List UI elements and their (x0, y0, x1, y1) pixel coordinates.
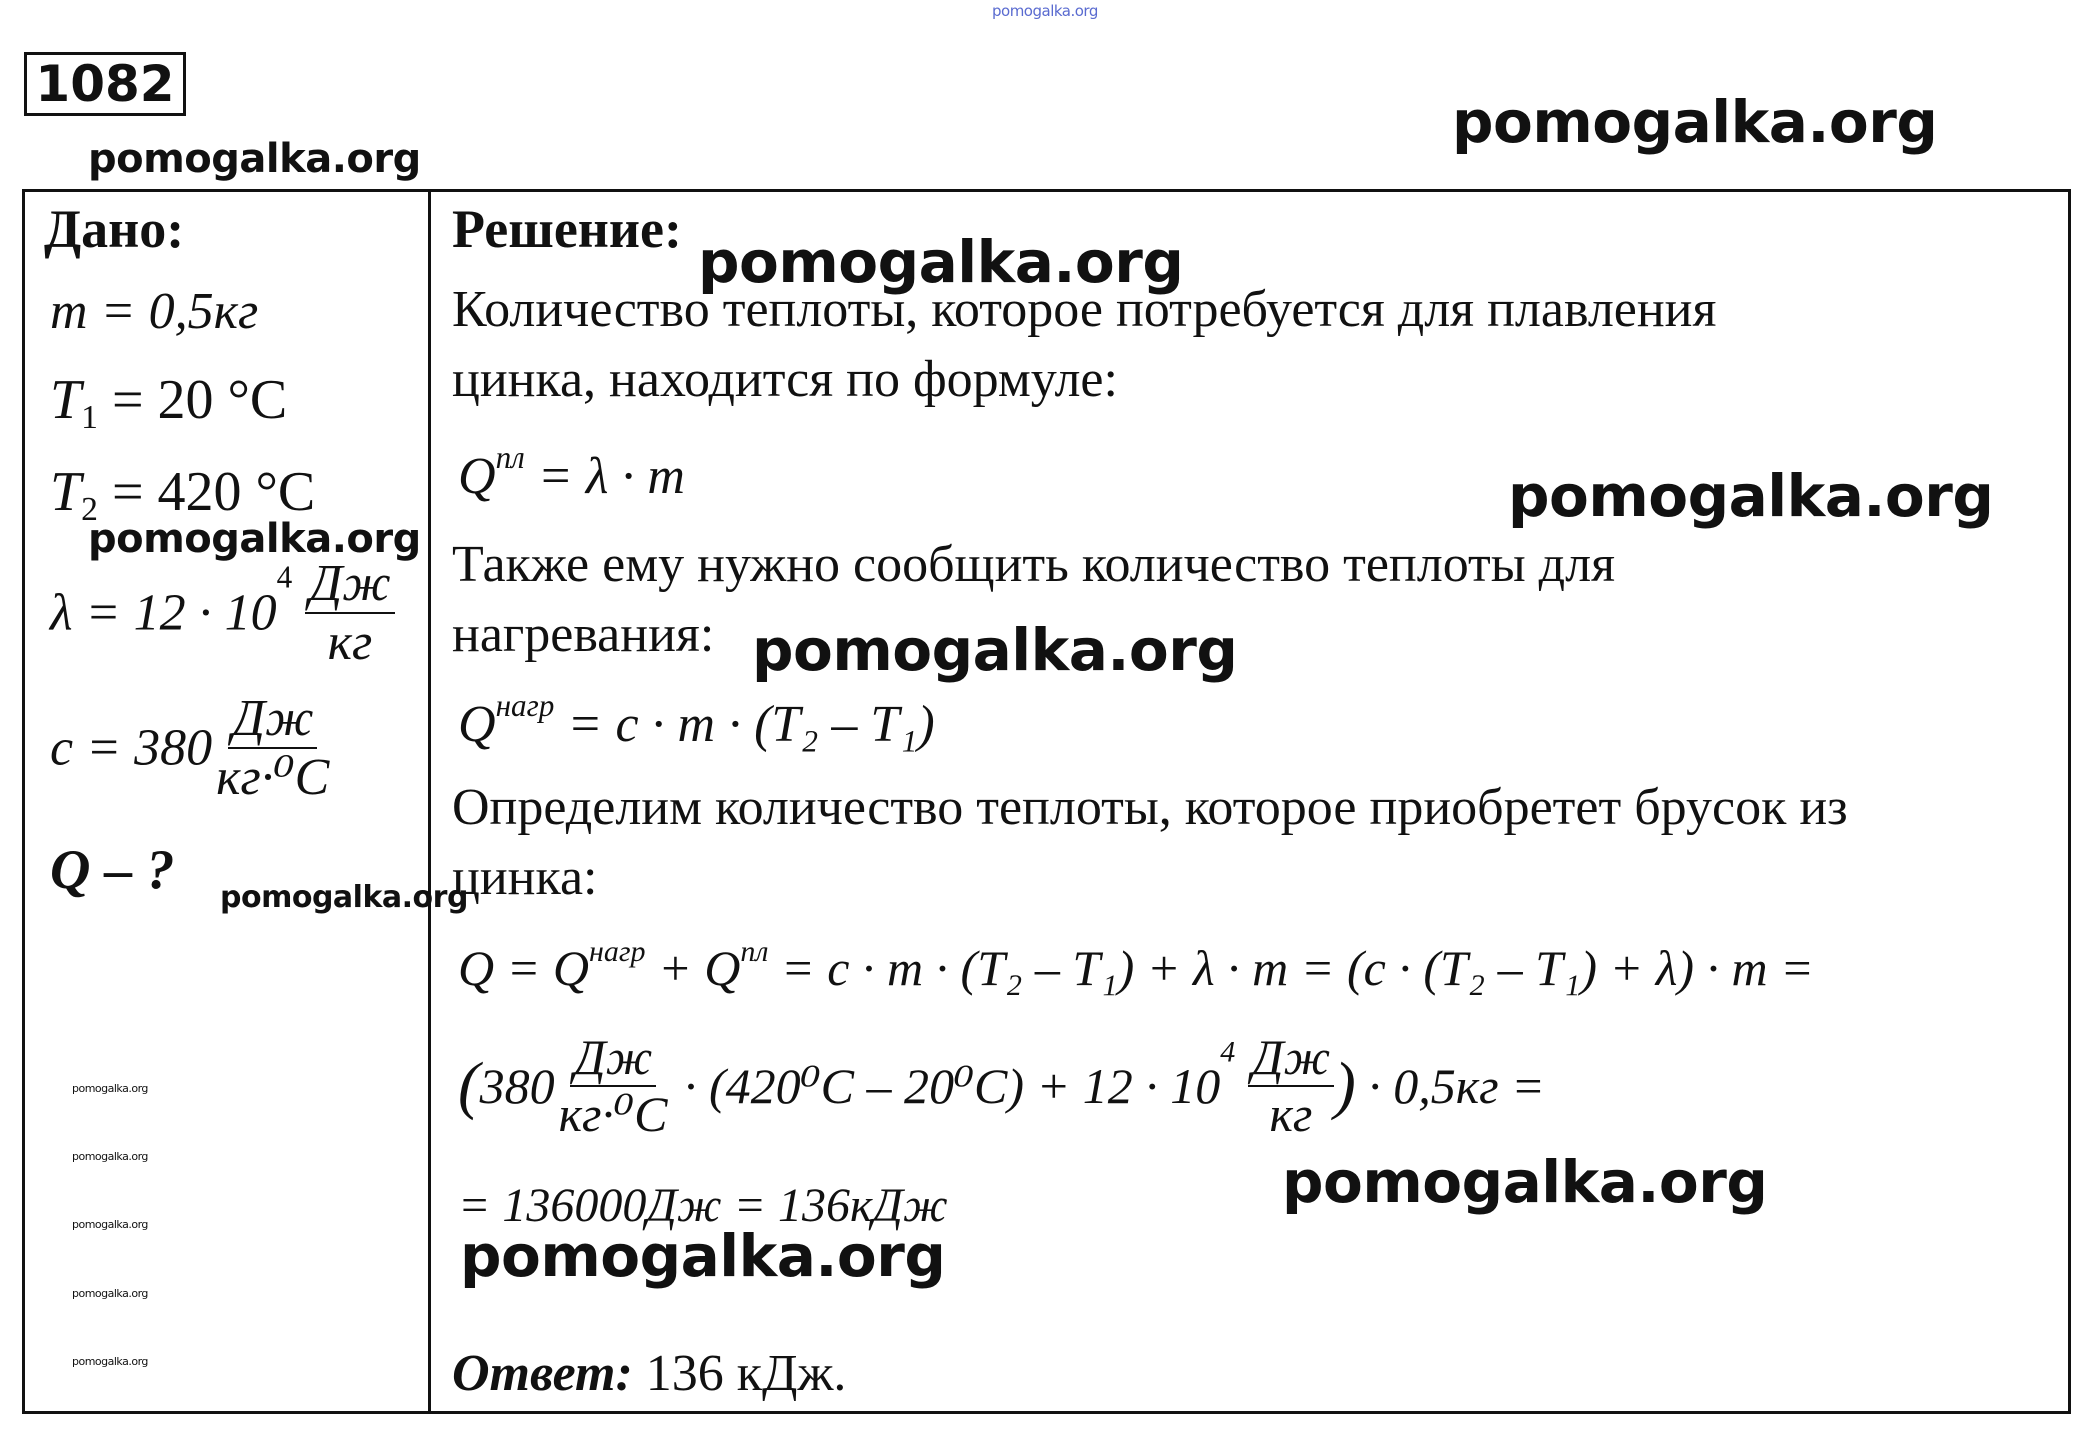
f3-sup2: пл (740, 935, 769, 968)
given-mass: m = 0,5кг (50, 283, 259, 340)
column-divider (428, 189, 431, 1414)
watermark-small: pomogalka.org (72, 1150, 148, 1163)
f4-unit-2 (1248, 1030, 1334, 1142)
watermark: pomogalka.org (88, 516, 421, 562)
given-c (50, 690, 333, 806)
f4-b: · (420⁰C – 20⁰C) + 12 · 10 (671, 1058, 1221, 1114)
watermark-small: pomogalka.org (72, 1082, 148, 1095)
given-t1 (50, 368, 287, 437)
solution-header: Решение: (452, 199, 682, 259)
t2-value: = 420 °C (97, 461, 316, 523)
t1-sub: 1 (81, 399, 98, 437)
answer-value: 136 кДж. (632, 1345, 847, 1402)
solution-text-2b: нагревания: (452, 606, 715, 663)
lambda-unit-den: кг (327, 614, 373, 672)
answer (452, 1344, 846, 1403)
problem-number: 1082 (24, 52, 186, 116)
watermark: pomogalka.org (1282, 1148, 1768, 1216)
solution-text-3a: Определим количество теплоты, которое приобретет брусок из (452, 779, 1848, 836)
close-paren: ) (1334, 1049, 1356, 1122)
watermark: pomogalka.org (1452, 88, 1938, 156)
formula-heating (458, 688, 935, 754)
watermark: pomogalka.org (88, 136, 421, 182)
lambda-lhs: λ = 12 · 10 (50, 584, 277, 642)
formula-substitution (458, 1030, 1545, 1142)
watermark: pomogalka.org (752, 616, 1238, 684)
answer-label: Ответ: (452, 1345, 633, 1402)
watermark-small: pomogalka.org (72, 1287, 148, 1300)
watermark: pomogalka.org (460, 1222, 946, 1290)
f4-num1: Дж (570, 1030, 656, 1087)
c-unit-num: Дж (228, 690, 317, 749)
f3-rhs: = c · m · (T₂ – T₁) + λ · m = (c · (T₂ – T₁) + λ) · m = (768, 940, 1814, 996)
c-unit (212, 690, 333, 806)
f1-sup: пл (495, 440, 525, 475)
given-lambda (50, 555, 395, 671)
open-paren: ( (458, 1049, 480, 1122)
lambda-unit (305, 555, 394, 671)
solution-text-1a: Количество теплоты, которое потребуется для плавления (452, 281, 1717, 338)
formula-melting (458, 440, 685, 506)
f1-rhs: = λ · m (524, 447, 685, 505)
formula-total (458, 935, 1814, 997)
t1-value: = 20 °C (97, 369, 288, 431)
f2-q: Q (458, 695, 496, 753)
f3-mid: + Q (645, 940, 741, 996)
f4-unit-1 (555, 1030, 672, 1142)
f4-den2: кг (1269, 1086, 1313, 1142)
solution-text-2a: Также ему нужно сообщить количество теплоты для (452, 536, 1615, 593)
formula-result: = 136000Дж = 136кДж (458, 1179, 948, 1232)
t2-symbol: T (50, 461, 82, 523)
watermark: pomogalka.org (1508, 462, 1994, 530)
watermark-top-tiny: pomogalka.org (992, 2, 1098, 20)
watermark-small: pomogalka.org (72, 1355, 148, 1368)
f3-sup1: нагр (588, 935, 646, 968)
watermark: pomogalka.org (698, 228, 1184, 296)
given-header: Дано: (44, 199, 185, 259)
c-lhs: c = 380 (50, 719, 213, 777)
f4-c: · 0,5кг = (1355, 1058, 1545, 1114)
t2-sub: 2 (81, 491, 98, 529)
c-unit-den: кг·⁰C (216, 749, 330, 807)
f4-exp: 4 (1220, 1035, 1236, 1069)
solution-text-3b: цинка: (452, 849, 598, 906)
f1-q: Q (458, 447, 496, 505)
solution-text-1b: цинка, находится по формуле: (452, 351, 1118, 408)
watermark-small: pomogalka.org (72, 1218, 148, 1231)
given-find: Q – ? (50, 839, 175, 901)
f3-lhs: Q = Q (458, 940, 589, 996)
lambda-exp: 4 (276, 559, 293, 595)
f4-a: 380 (479, 1058, 555, 1114)
lambda-unit-num: Дж (305, 555, 394, 614)
t1-symbol: T (50, 369, 82, 431)
f2-sup: нагр (495, 688, 555, 723)
f4-den1: кг·⁰C (558, 1086, 668, 1142)
f2-rhs: = c · m · (T₂ – T₁) (554, 695, 935, 753)
f4-num2: Дж (1248, 1030, 1334, 1087)
watermark: pomogalka.org (220, 880, 468, 915)
